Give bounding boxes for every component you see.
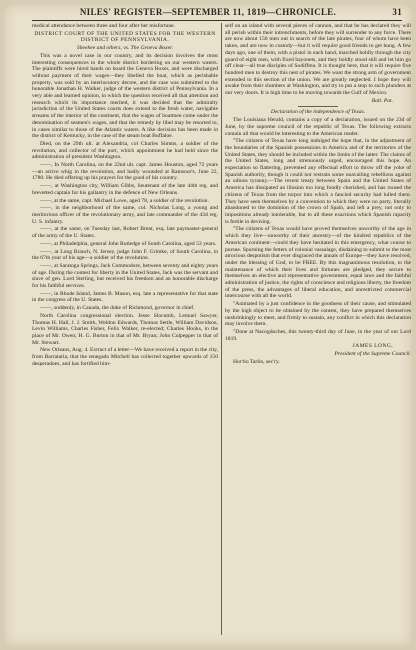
signature-title: President of the Supreme Council. bbox=[334, 351, 411, 358]
obituary: ——, in the neighborhood of the same, col. Nicholas Long, a young and meritorious officer of the revolutionary army, and late commander of the 43d reg. U. S. infantry. bbox=[32, 205, 218, 225]
obituary: ——, at the same, capt. Michael Lowe, aged 78, a soldier of the revolution. bbox=[40, 197, 209, 204]
secretary-signature: Hor'tio Tarlin, sec'ry. bbox=[233, 358, 280, 365]
signature-name: JAMES LONG, bbox=[352, 343, 393, 350]
source-credit: Balt. Pat. bbox=[371, 97, 393, 104]
paragraph: "Animated by a just confidence in the goodness of their cause, and stimulated by the high object to be obtained by the contest, they have prepared themselves unshrinkingly to meet, and firmly to sustain, any conflict in which this declaration may involve them. bbox=[225, 301, 411, 328]
right-column bbox=[225, 23, 411, 641]
news-extract: New Orleans, Aug. 4. Extract of a letter—We have received a report in the city, from Barrataria, that the renegado Mitchell has collected together upwards of 150 desperadoes, and has fortified him- bbox=[32, 347, 218, 367]
obituary: Died, on the 29th ult. at Alexandria, col Charles Simms, a soldier of the revolution, and collector of the port, which appointment he had held since the administration of president Washington. bbox=[32, 140, 218, 161]
paragraph: "The citizens of Texas have long indulged the hope that, in the adjustment of the boundaries of the Spanish possessions in America and of the territories of the United States, they should be included within the limits of the latter. The claims of the United States, long and strenuously urged, encouraged this hope. An expectation so flattering, prevented any effectual effort to throw off the yoke of Spanish authority, though it could not restrain some unavailing rebellions against an odious tyranny.—The recent treaty between Spain and the United States of America has dissipated an illusion too long fondly cherished, and has roused the citizens of Texas from the torpor into which a fancied security had lulled them. They have seen themselves by a convention to which they were no party, literally abandoned to the dominion of the crown of Spain, and left a prey, not only to impositions already intolerable, but to all these exactions which Spanish rapacity is fertile in devising. bbox=[225, 138, 411, 225]
paragraph: "Done at Nacogdoches, this twenty-third day of June, in the year of our Lord 1819. bbox=[225, 328, 411, 342]
column-divider bbox=[221, 23, 222, 635]
obituary: ——, In North Carolina, on the 22nd ult. capt. James Houston, aged 72 years—an active whig in the revolution, and badly wounded at Ramsour's, June 22, 1780. He died offering up his prayers for the good of his country. bbox=[32, 162, 218, 182]
paragraph: This was a novel case in our country, and its decision involves the most interesting consequences to the whole district bordering on our western waters. The plaintiffs were hired hands on board the Geneva Boxer, and were discharged without payment of their wages—they libelled the boat, which as perishable property, was sold by an interlocutory decree, and the case was submitted to the honorable Jonathan H. Walker, judge of the western district of Pennsylvania. In a very able and learned opinion, in which the question received all that attention and research which its importance merited, it was decided that the admiralty jurisdiction of the United States courts does extend to the fresh water, navigable streams of the interior of the continent, that the wages of boatmen come under the denomination of seamen's wages, and that the remedy by libel may be resorted to, in cases similar to those of the Atlantic waters. A like decision has been made in the district of Kentucky, in the case of the steam boat Buffaloe. bbox=[32, 52, 218, 140]
case-title: Sheehee and others, vs. The Geneva Boxer. bbox=[76, 45, 174, 52]
page-header bbox=[32, 6, 402, 20]
section-divider bbox=[298, 106, 338, 107]
election-news: North Carolina congressional election. Jesse Slocumb, Lemuel Sawyer, Thomas H. Hall, J. J. Smith, Weldon Edwards, Thomas Settle, William Davidson, Levin Williams, Charles Fisher, Felix Walker, re-elected; Charles Hooks, in the place of Mr. Owen; H. G. Burton in that of Mr. Bryan; John Culpepper in that of Mr. Stewart. bbox=[32, 312, 218, 346]
paragraph: medical attendance between three and four after her misfortune. bbox=[32, 23, 176, 29]
obituary: ——, in Rhode Island, James B. Mason, esq. late a representative for that state in the congress of the U. States. bbox=[32, 290, 218, 304]
page-number: 31 bbox=[392, 7, 402, 17]
section-heading: Declaration of the independence of Texas. bbox=[270, 109, 366, 116]
section-heading: DISTRICT COURT OF THE UNITED STATES FOR THE WESTERN DISTRICT OF PENNSYLVANIA. bbox=[34, 30, 216, 44]
obituary: ——, at the same, on Tuesday last, Robert Brent, esq. late paymaster-general of the army of the U. States. bbox=[32, 226, 218, 240]
header-rule bbox=[32, 20, 402, 21]
paragraph: self on an island with several pieces of cannon, and that he has declared they will all perish within their intrenchments, before they will surrender to any force. There are now about 150 men out in search of the late pirates, four of whom have been taken, and are now in custody—but it will require good friends to get hung. A few days ago, one of them, with a pistol in each hand, marched boldly through the city guard of eight men, with fixed bayonets, and they boldly stood still and let him go off clear—all true disciples of Sodiffrea. It is thought here, that it will require five hundred men to destroy this nest of pirates. We want the strong arm of government extended to this section of the union. We are greatly neglected. I hope they will awake from their slumbers at Washington, and try to put a stop to such plunders at our very doors. It is high time to be moving towards the Gulf of Mexico. bbox=[225, 23, 411, 97]
paragraph: "The citizens of Texas would have proved themselves unworthy of the age in which they live—unworthy of their ancestry—of the kindred republics of the American continent—could they have hesitated in this emergency, what course to pursue. Spurning the fetters of colonial vassalage, disdaining to submit to the most atrocious despotism that ever disgraced the annals of Europe—they have resolved, under the blessing of God, to be FREE. By this magnanimous resolution, to the maintenance of which their lives and fortunes are pledged, they secure to themselves an elective and representative government, equal laws and the faithful administration of justice, the rights of conscience and religious liberty, the freedom of the press, the advantages of liberal education, and unrestricted commercial intercourse with all the world. bbox=[225, 226, 411, 300]
paragraph: The Louisiana Herald, contains a copy of a declaration, issued on the 23d of June, by the supreme council of the republic of Texas. The following extracts contain all that would be interesting to the American reader. bbox=[225, 117, 411, 137]
left-column bbox=[32, 23, 218, 641]
obituary: ——, at Saratoga Springs, Jack Commodore, between seventy and eighty years of age. During the contest for liberty in the United States, Jack was the servant and slave of gen. Lord Sterling, but received his freedom and an honorable discharge for his faithful services. bbox=[32, 262, 218, 290]
obituary: ——, at Long Branch, N. Jersey, judge John F. Grimke, of South Carolina, in the 67th year of his age—a soldier of the revolution. bbox=[32, 248, 218, 262]
obituary: ——, at Philadelphia, general John Rutledge of South Carolina, aged 53 years. bbox=[40, 240, 217, 247]
newspaper-page bbox=[4, 4, 412, 646]
obituary: ——, suddenly, in Canada, the duke of Richmond, governor in chief. bbox=[40, 305, 195, 312]
obituary: ——, at Washington city, William Gibbs, lieutenant of the late 44th reg. and brevetted captain for his gallantry in the defence of New Orleans. bbox=[32, 183, 218, 196]
page-title: NILES' REGISTER—SEPTEMBER 11, 1819—CHRONICLE. bbox=[79, 7, 337, 17]
